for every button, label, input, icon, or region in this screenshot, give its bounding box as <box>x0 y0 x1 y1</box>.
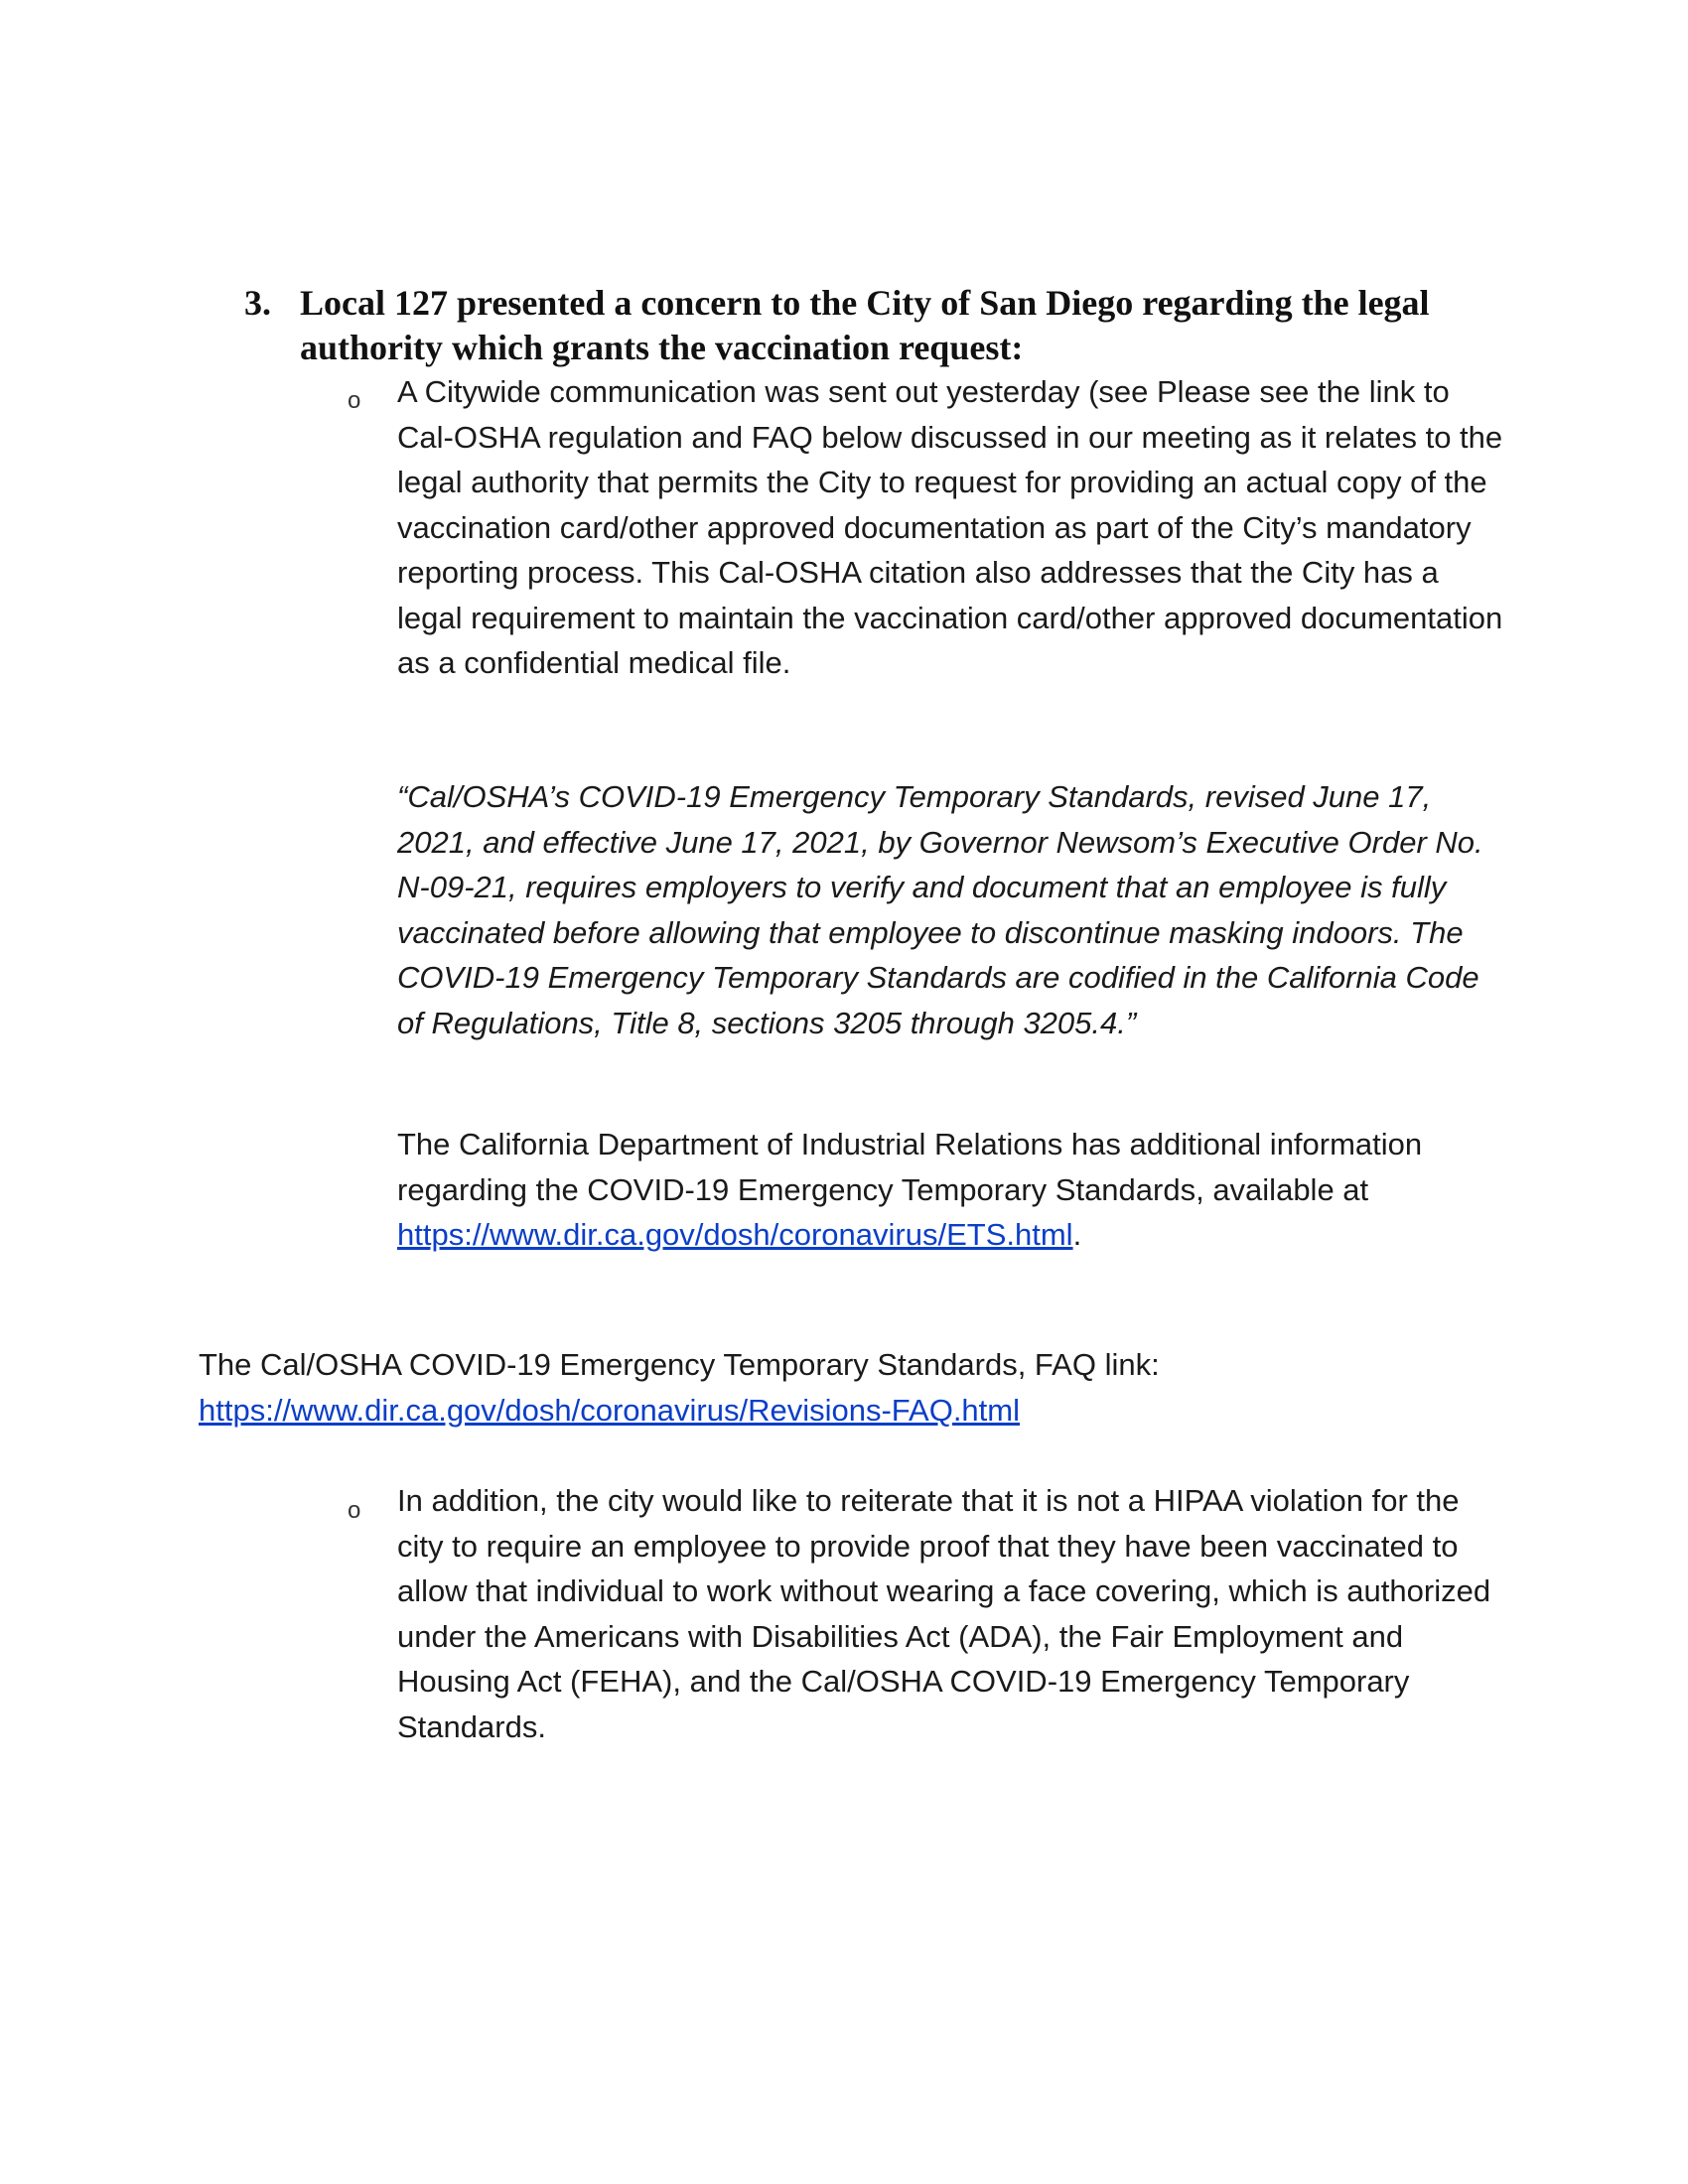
section-heading <box>244 281 1476 370</box>
hipaa-paragraph: In addition, the city would like to reiterate that it is not a HIPAA violation for the city to require an employee to provide proof that they have been vaccinated to allow that individual to work without wearing a face covering, which is authorized under the Americans with Disabilities Act (ADA), the Fair Employment and Housing Act (FEHA), and the Cal/OSHA COVID-19 Emergency Temporary Standards. <box>397 1483 1491 1744</box>
dir-info-text: The California Department of Industrial Relations has additional information regarding the COVID-19 Emergency Temporary Standards, available at <box>397 1127 1423 1207</box>
ets-link[interactable]: https://www.dir.ca.gov/dosh/coronavirus/ETS.html <box>397 1217 1073 1252</box>
faq-link[interactable]: https://www.dir.ca.gov/dosh/coronavirus/Revisions-FAQ.html <box>199 1392 1020 1428</box>
bullet-item-2 <box>397 1478 1509 1749</box>
section-number: 3. <box>244 283 271 323</box>
bullet-marker-2: o <box>348 1497 361 1524</box>
faq-label: The Cal/OSHA COVID-19 Emergency Temporary Standards, FAQ link: <box>199 1347 1160 1382</box>
bullet-marker-1: o <box>348 387 361 414</box>
bullet-item-1 <box>397 369 1509 686</box>
citywide-communication-paragraph: A Citywide communication was sent out yesterday (see Please see the link to Cal-OSHA regulation and FAQ below discussed in our meeting as it relates to the legal authority that permits the City to request for providing an actual copy of the vaccination card/other approved documentation as part of the City’s mandatory reporting process. This Cal-OSHA citation also addresses that the City has a legal requirement to maintain the vaccination card/other approved documentation as a confidential medical file. <box>397 374 1503 680</box>
calosha-quote <box>397 774 1509 1045</box>
dir-info-end: . <box>1072 1217 1082 1252</box>
faq-section <box>199 1342 1489 1433</box>
calosha-quote-text: “Cal/OSHA’s COVID-19 Emergency Temporary Standards, revised June 17, 2021, and effective June 17, 2021, by Governor Newsom’s Executive Order No. N-09-21, requires employers to verify and document that an employee is fully vaccinated before allowing that employee to discontinue masking indoors. The COVID-19 Emergency Temporary Standards are codified in the California Code of Regulations, Title 8, sections 3205 through 3205.4.” <box>397 779 1483 1040</box>
dir-info-paragraph <box>397 1122 1509 1258</box>
section-heading-text: Local 127 presented a concern to the City of San Diego regarding the legal authority which grants the vaccination request: <box>300 283 1430 367</box>
